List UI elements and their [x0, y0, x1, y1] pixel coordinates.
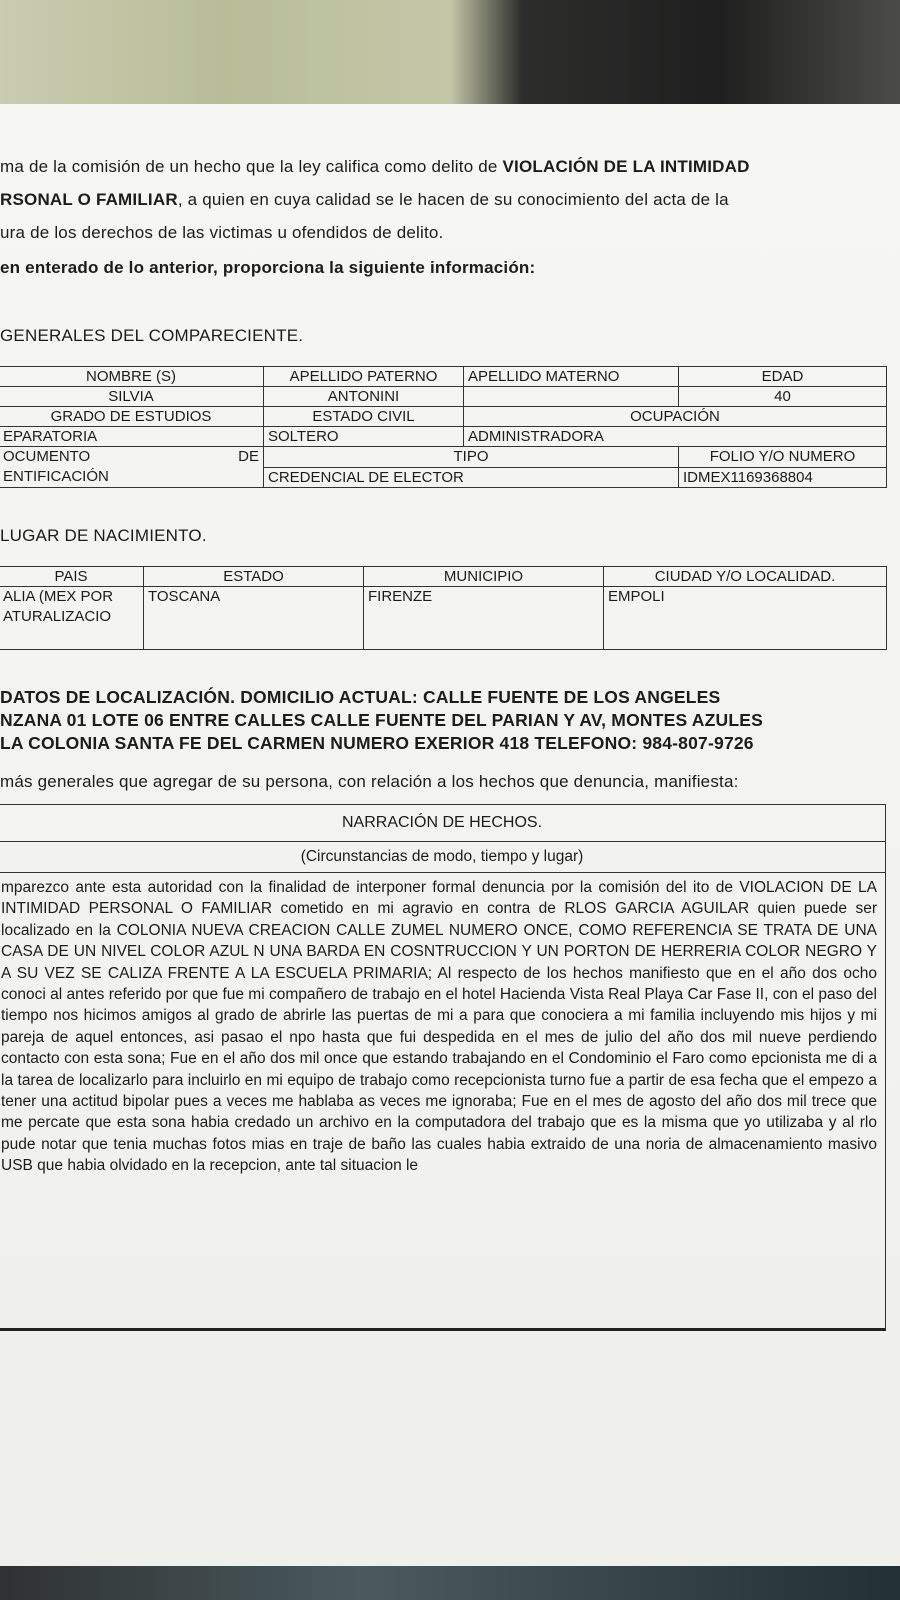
intro-line-3: ura de los derechos de las victimas u ofendidos de delito. [0, 223, 444, 242]
narracion-box [0, 804, 886, 1331]
intro-line-2: RSONAL O FAMILIAR, a quien en cuya calidad se le hacen de su conocimiento del acta de la [0, 190, 729, 209]
intro-line-1: ma de la comisión de un hecho que la ley califica como delito de VIOLACIÓN DE LA INTIMIDAD [0, 157, 750, 176]
localizacion-block [0, 686, 885, 755]
header-estado: ESTADO [144, 567, 364, 587]
value-apellido-paterno: ANTONINI [264, 387, 464, 407]
value-folio: IDMEX1169368804 [679, 467, 887, 488]
header-ciudad: CIUDAD Y/O LOCALIDAD. [604, 567, 887, 587]
header-ocupacion: OCUPACIÓN [464, 407, 887, 427]
generales-table [0, 366, 887, 488]
value-apellido-materno [464, 387, 679, 407]
acknowledgement-line: en enterado de lo anterior, proporciona la siguiente información: [0, 258, 536, 277]
header-pais: PAIS [0, 567, 144, 587]
table-row [0, 447, 887, 468]
table-row [0, 567, 887, 587]
header-nombre: NOMBRE (S) [0, 367, 264, 387]
value-pais: ALIA (MEX POR ATURALIZACIO [0, 587, 144, 650]
localizacion-line-1: DATOS DE LOCALIZACIÓN. DOMICILIO ACTUAL: CALLE FUENTE DE LOS ANGELES [0, 687, 721, 707]
value-grado-estudios: EPARATORIA [0, 427, 264, 447]
localizacion-line-3: LA COLONIA SANTA FE DEL CARMEN NUMERO EXERIOR 418 TELEFONO: 984-807-9726 [0, 733, 754, 753]
header-municipio: MUNICIPIO [364, 567, 604, 587]
nacimiento-table [0, 566, 887, 650]
offense-name: VIOLACIÓN DE LA INTIMIDAD [502, 157, 750, 176]
intro-paragraph [0, 150, 885, 249]
header-tipo: TIPO [264, 447, 679, 468]
offense-name-cont: RSONAL O FAMILIAR [0, 190, 178, 209]
header-folio: FOLIO Y/O NUMERO [679, 447, 887, 468]
background-top [0, 0, 900, 118]
table-row [0, 407, 887, 427]
table-row [0, 367, 887, 387]
value-tipo: CREDENCIAL DE ELECTOR [264, 467, 679, 488]
header-estado-civil: ESTADO CIVIL [264, 407, 464, 427]
background-bottom [0, 1560, 900, 1600]
value-municipio: FIRENZE [364, 587, 604, 650]
value-ocupacion: ADMINISTRADORA [464, 427, 887, 447]
more-generales-line: más generales que agregar de su persona, con relación a los hechos que denuncia, manifiesta: [0, 772, 739, 791]
document-page [0, 104, 900, 1566]
table-row [0, 387, 887, 407]
header-edad: EDAD [679, 367, 887, 387]
label-documento-identificacion: OCUMENTO DE ENTIFICACIÓN [0, 447, 264, 488]
localizacion-line-2: NZANA 01 LOTE 06 ENTRE CALLES CALLE FUENTE DEL PARIAN Y AV, MONTES AZULES [0, 710, 763, 730]
generales-heading: GENERALES DEL COMPARECIENTE. [0, 326, 304, 345]
table-row [0, 587, 887, 650]
narracion-subtitle: (Circunstancias de modo, tiempo y lugar) [0, 842, 885, 873]
header-grado-estudios: GRADO DE ESTUDIOS [0, 407, 264, 427]
value-nombre: SILVIA [0, 387, 264, 407]
narracion-title: NARRACIÓN DE HECHOS. [0, 805, 885, 842]
value-estado: TOSCANA [144, 587, 364, 650]
header-apellido-paterno: APELLIDO PATERNO [264, 367, 464, 387]
value-edad: 40 [679, 387, 887, 407]
value-estado-civil: SOLTERO [264, 427, 464, 447]
narracion-body: mparezco ante esta autoridad con la finalidad de interponer formal denuncia por la comisión del ito de VIOLACION DE LA INTIMIDAD PERSONAL O FAMILIAR cometido en mi agravio en contra de RLOS GARCIA AGUILAR quien puede ser localizado en la COLONIA NUEVA CREACION CALLE ZUMEL NUMERO ONCE, COMO REFERENCIA SE TRATA DE UNA CASA DE UN NIVEL COLOR AZUL N UNA BARDA EN COSNTRUCCION Y UN PORTON DE HERRERIA COLOR NEGRO Y A SU VEZ SE CALIZA FRENTE A LA ESCUELA PRIMARIA; Al respecto de los hechos manifiesto que en el año dos ocho conoci al antes referido por que fue mi compañero de trabajo en el hotel Hacienda Vista Real Playa Car Fase II, con el paso del tiempo nos hicimos amigos al grado de abrirle las puertas de mi a para que conociera a mi familia incluyendo mis hijos y mi pareja de aquel entonces, asi pasao el npo hasta que fui despedida en el mes de julio del año dos mil nueve perdiendo contacto con esta sona; Fue en el año dos mil once que estando trabajando en el Condominio el Faro como epcionista me di a la tarea de localizarlo para incluirlo en mi equipo de trabajo como recepcionista turno fue a partir de esa fecha que el empezo a tener una actitud bipolar pues a veces me hablaba as veces me ignoraba; Fue en el mes de agosto del año dos mil trece que me percate que esta sona habia credado un archivo en la computadora del trabajo que es la misma que yo utilizaba y al rlo pude notar que tenia muchas fotos mias en traje de baño las cuales habia extraido de una noria de almacenamiento masivo USB que habia olvidado en la recepcion, ante tal situacion le [1, 879, 877, 1175]
nacimiento-heading: LUGAR DE NACIMIENTO. [0, 526, 207, 545]
narracion-bottom-rule [0, 1328, 885, 1331]
table-row [0, 427, 887, 447]
value-ciudad: EMPOLI [604, 587, 887, 650]
header-apellido-materno: APELLIDO MATERNO [464, 367, 679, 387]
